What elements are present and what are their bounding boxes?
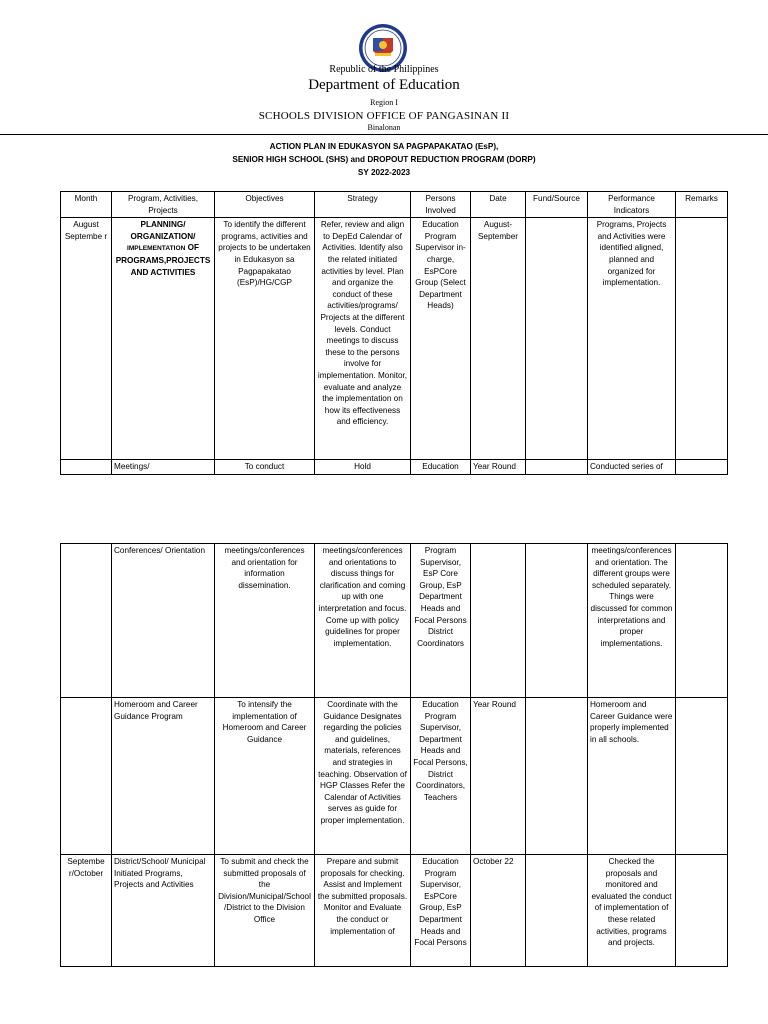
cell-indicators: Programs, Projects and Activities were identified aligned, planned and organized for implementation. [588, 218, 676, 460]
cell-indicators: Checked the proposals and monitored and evaluated the conduct of implementation of these related activities, programs and projects. [588, 855, 676, 967]
cell-objectives: meetings/conferences and orientation for information dissemination. [215, 544, 315, 698]
cell-program [112, 218, 215, 460]
cell-month: Septembe r/October [61, 855, 112, 967]
cell-objectives: To conduct [215, 460, 315, 475]
cell-date [471, 544, 526, 698]
cell-program: District/School/ Municipal Initiated Programs, Projects and Activities [112, 855, 215, 967]
strategy-part-a: meetings/conferences and orientations to discuss things for clarification and coming up with one interpretation and focus. [318, 546, 407, 613]
cell-strategy: Prepare and submit proposals for checking. Assist and Implement the submitted proposals. Monitor and Evaluate the conduct or implementation of [315, 855, 411, 967]
cell-remarks [676, 855, 728, 967]
cell-program: Homeroom and Career Guidance Program [112, 698, 215, 855]
cell-persons: Education Program Supervisor in-charge, EsPCore Group (Select Department Heads) [411, 218, 471, 460]
program-rest: OF PROGRAMS,PROJECTS AND ACTIVITIES [115, 243, 211, 277]
cell-fund [526, 218, 588, 460]
cell-objectives: To identify the different programs, activities and projects to be undertaken in Edukasyon sa Pagpapakatao (EsP)/HG/CGP [215, 218, 315, 460]
col-date: Date [471, 192, 526, 218]
cell-persons: Education [411, 460, 471, 475]
strategy-part-b: Come up with policy guidelines for proper implementation. [325, 615, 400, 648]
plan-title-line1: ACTION PLAN IN EDUKASYON SA PAGPAPAKATAO (EsP), [269, 142, 499, 151]
table-row [61, 855, 728, 967]
header-row [61, 192, 728, 218]
cell-fund [526, 698, 588, 855]
action-plan-table-page2 [60, 543, 728, 967]
cell-objectives: To intensify the implementation of Homeroom and Career Guidance [215, 698, 315, 855]
table-row [61, 218, 728, 460]
cell-strategy: Coordinate with the Guidance Designates regarding the policies and guidelines, materials, references and strategies in teaching. Observation of HGP Classes Refer the Calendar of Activities serves as guide for proper implementation. [315, 698, 411, 855]
col-objectives: Objectives [215, 192, 315, 218]
cell-month: August Septembe r [61, 218, 112, 460]
col-month: Month [61, 192, 112, 218]
municipality-line: Binalonan [367, 123, 401, 132]
col-program: Program, Activities, Projects [112, 192, 215, 218]
cell-month [61, 698, 112, 855]
cell-indicators: Homeroom and Career Guidance were properly implemented in all schools. [588, 698, 676, 855]
division-office: SCHOOLS DIVISION OFFICE OF PANGASINAN II [258, 110, 510, 122]
program-line: PLANNING/ ORGANIZATION/ [130, 220, 196, 241]
cell-remarks [676, 544, 728, 698]
republic-line: Republic of the Philippines [329, 64, 439, 75]
cell-date: Year Round [471, 698, 526, 855]
cell-fund [526, 460, 588, 475]
cell-strategy: Refer, review and align to DepEd Calendar of Activities. Identify also the related initiated activities by level. Plan and organize the conduct of these activities/programs/ Projects at the different levels. Conduct meetings to discuss these to the persons involve for implementation. Monitor, evaluate and analyze the implementation on how its effectiveness and efficiency. [315, 218, 411, 460]
table-row [61, 460, 728, 475]
cell-remarks [676, 460, 728, 475]
header-divider [0, 134, 768, 135]
cell-fund [526, 544, 588, 698]
col-fund: Fund/Source [526, 192, 588, 218]
cell-month [61, 544, 112, 698]
table-row [61, 544, 728, 698]
cell-fund [526, 855, 588, 967]
col-persons: Persons Involved [411, 192, 471, 218]
cell-date: August-September [471, 218, 526, 460]
table-row [61, 698, 728, 855]
cell-date: October 22 [471, 855, 526, 967]
cell-indicators: meetings/conferences and orientation. The different groups were scheduled separately. Things were discussed for common interpretations and proper implementations. [588, 544, 676, 698]
col-remarks: Remarks [676, 192, 728, 218]
region-line: Region I [370, 98, 398, 107]
cell-date: Year Round [471, 460, 526, 475]
cell-month [61, 460, 112, 475]
program-small-text: IMPLEMENTATION [126, 245, 186, 253]
action-plan-table-page1 [60, 191, 728, 475]
cell-indicators: Conducted series of [588, 460, 676, 475]
cell-persons: Education Program Supervisor, EsPCore Group, EsP Department Heads and Focal Persons [411, 855, 471, 967]
cell-remarks [676, 698, 728, 855]
cell-objectives: To submit and check the submitted proposals of the Division/Municipal/School/District to the Division Office [215, 855, 315, 967]
department-name: Department of Education [308, 77, 460, 93]
col-indicators: Performance Indicators [588, 192, 676, 218]
plan-title-line2: SENIOR HIGH SCHOOL (SHS) and DROPOUT REDUCTION PROGRAM (DORP) [232, 155, 536, 164]
cell-strategy [315, 544, 411, 698]
cell-remarks [676, 218, 728, 460]
cell-persons: Program Supervisor, EsP Core Group, EsP Department Heads and Focal Persons District Coordinators [411, 544, 471, 698]
cell-program: Meetings/ [112, 460, 215, 475]
plan-title-year: SY 2022-2023 [357, 168, 411, 177]
cell-strategy: Hold [315, 460, 411, 475]
col-strategy: Strategy [315, 192, 411, 218]
cell-persons: Education Program Supervisor, Department Heads and Focal Persons, District Coordinators, Teachers [411, 698, 471, 855]
cell-program: Conferences/ Orientation [112, 544, 215, 698]
